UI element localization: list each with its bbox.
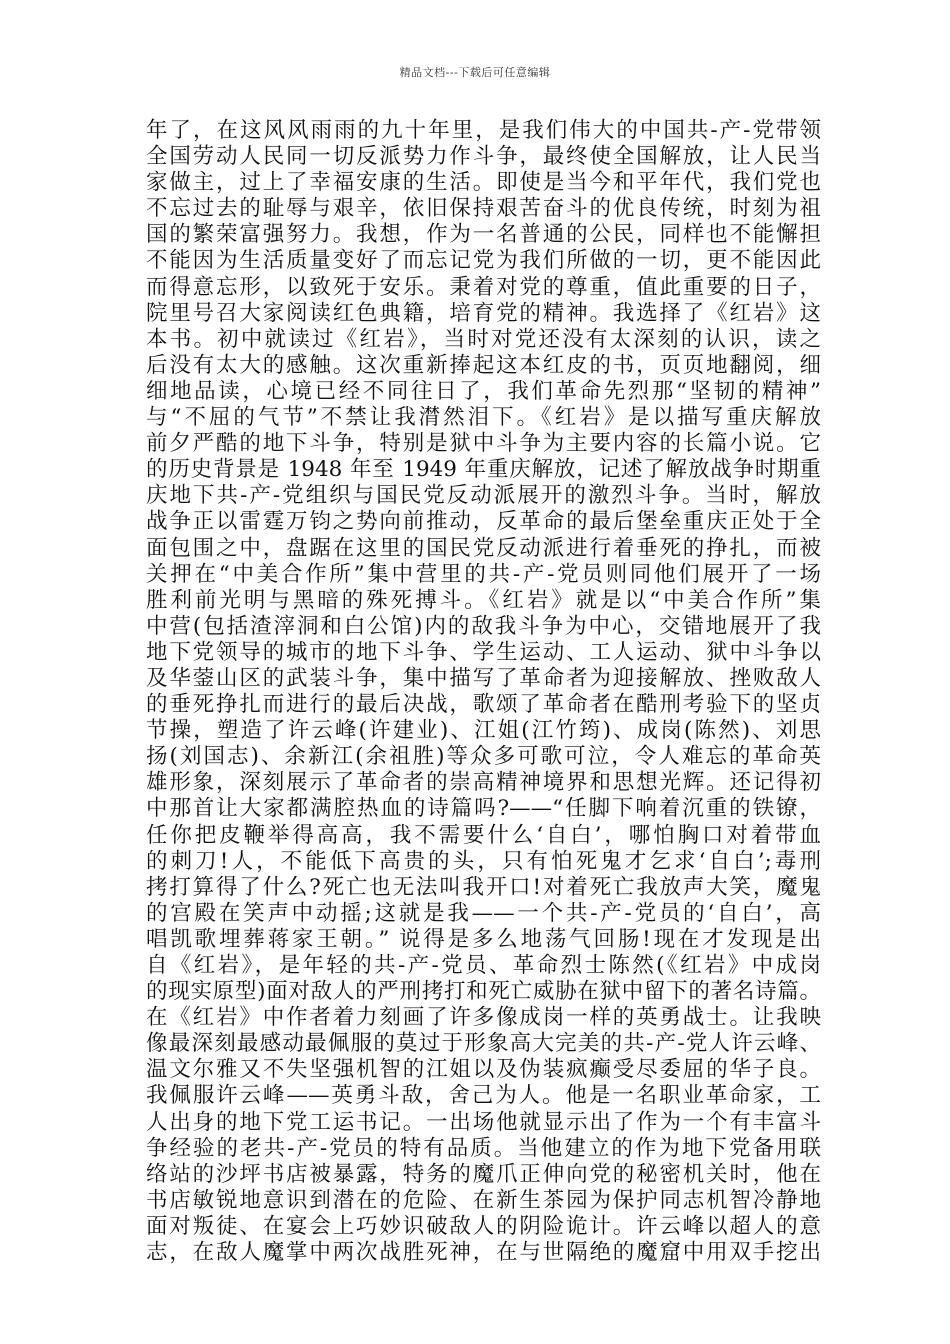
text-line: 中那首让大家都满腔热血的诗篇吗?——“任脚下响着沉重的铁镣， — [146, 796, 821, 822]
text-line: 唱凯歌埋葬蒋家王朝。” 说得是多么地荡气回肠!现在才发现是出 — [146, 926, 821, 952]
text-line: 的垂死挣扎而进行的最后决战，歌颂了革命者在酷刑考验下的坚贞 — [146, 692, 821, 718]
text-line: 全国劳动人民同一切反派势力作斗争，最终使全国解放，让人民当 — [146, 144, 821, 170]
text-line: 国的繁荣富强努力。我想，作为一名普通的公民，同样也不能懈担 — [146, 222, 821, 248]
text-line: 人出身的地下党工运书记。一出场他就显示出了作为一个有丰富斗 — [146, 1109, 821, 1135]
text-line: 战争正以雷霆万钧之势向前推动，反革命的最后堡垒重庆正处于全 — [146, 509, 821, 535]
text-line: 扬(刘国志)、余新江(余祖胜)等众多可歌可泣，令人难忘的革命英 — [146, 744, 821, 770]
text-line: 后没有太大的感触。这次重新捧起这本红皮的书，页页地翻阅，细 — [146, 352, 821, 378]
text-line: 中营(包括渣滓洞和白公馆)内的敌我斗争为中心，交错地展开了我 — [146, 613, 821, 639]
text-line: 的宫殿在笑声中动摇;这就是我——一个共-产-党员的‘自白’，高 — [146, 900, 821, 926]
text-line: 任你把皮鞭举得高高，我不需要什么‘自白’，哪怕胸口对着带血 — [146, 822, 821, 848]
text-line: 志，在敌人魔掌中两次战胜死神，在与世隔绝的魔窟中用双手挖出 — [146, 1240, 821, 1266]
text-line: 细地品读，心境已经不同往日了，我们革命先烈那“坚韧的精神” — [146, 378, 821, 404]
text-line: 前夕严酷的地下斗争，特别是狱中斗争为主要内容的长篇小说。它 — [146, 431, 821, 457]
text-line: 不忘过去的耻辱与艰辛，依旧保持艰苦奋斗的优良传统，时刻为祖 — [146, 196, 821, 222]
body-text — [146, 118, 821, 1266]
text-line: 及华蓥山区的武装斗争，集中描写了革命者为迎接解放、挫败敌人 — [146, 665, 821, 691]
text-line: 胜利前光明与黑暗的殊死搏斗。《红岩》就是以“中美合作所”集 — [146, 587, 821, 613]
text-line: 本书。初中就读过《红岩》，当时对党还没有太深刻的认识，读之 — [146, 326, 821, 352]
text-line: 不能因为生活质量变好了而忘记党为我们所做的一切，更不能因此 — [146, 248, 821, 274]
text-line: 我佩服许云峰——英勇斗敌，舍己为人。他是一名职业革命家，工 — [146, 1083, 821, 1109]
text-line: 关押在“中美合作所”集中营里的共-产-党员则同他们展开了一场 — [146, 561, 821, 587]
text-line: 在《红岩》中作者着力刻画了许多像成岗一样的英勇战士。让我映 — [146, 1005, 821, 1031]
text-line: 而得意忘形，以致死于安乐。秉着对党的尊重，值此重要的日子， — [146, 274, 821, 300]
text-line: 与“不屈的气节”不禁让我潸然泪下。《红岩》是以描写重庆解放 — [146, 405, 821, 431]
text-line: 像最深刻最感动最佩服的莫过于形象高大完美的共-产-党人许云峰、 — [146, 1031, 821, 1057]
text-line: 拷打算得了什么?死亡也无法叫我开口!对着死亡我放声大笑，魔鬼 — [146, 874, 821, 900]
text-line: 书店敏锐地意识到潜在的危险、在新生茶园为保护同志机智冷静地 — [146, 1187, 821, 1213]
text-line: 院里号召大家阅读红色典籍，培育党的精神。我选择了《红岩》这 — [146, 300, 821, 326]
text-line: 年了，在这风风雨雨的九十年里，是我们伟大的中国共-产-党带领 — [146, 118, 821, 143]
text-line: 自《红岩》，是年轻的共-产-党员、革命烈士陈然(《红岩》中成岗 — [146, 953, 821, 978]
text-line: 雄形象，深刻展示了革命者的崇高精神境界和思想光辉。还记得初 — [146, 770, 821, 796]
text-line: 面包围之中，盘踞在这里的国民党反动派进行着垂死的挣扎，而被 — [146, 535, 821, 561]
text-line: 争经验的老共-产-党员的特有品质。当他建立的作为地下党备用联 — [146, 1135, 821, 1161]
page-header: 精品文档---下载后可任意编辑 — [399, 66, 551, 79]
text-line: 络站的沙坪书店被暴露，特务的魔爪正伸向党的秘密机关时，他在 — [146, 1161, 821, 1187]
text-line: 面对叛徒、在宴会上巧妙识破敌人的阴险诡计。许云峰以超人的意 — [146, 1213, 821, 1239]
text-line: 的现实原型)面对敌人的严刑拷打和死亡威胁在狱中留下的著名诗篇。 — [146, 979, 821, 1005]
text-line: 家做主，过上了幸福安康的生活。即使是当今和平年代，我们党也 — [146, 170, 821, 196]
text-line: 的刺刀!人，不能低下高贵的头，只有怕死鬼才乞求‘自白’;毒刑 — [146, 848, 821, 874]
text-line: 庆地下共-产-党组织与国民党反动派展开的激烈斗争。当时，解放 — [146, 483, 821, 509]
text-line: 的历史背景是 1948 年至 1949 年重庆解放，记述了解放战争时期重 — [146, 457, 821, 483]
text-line: 节操，塑造了许云峰(许建业)、江姐(江竹筠)、成岗(陈然)、刘思 — [146, 718, 821, 744]
text-line: 地下党领导的城市的地下斗争、学生运动、工人运动、狱中斗争以 — [146, 639, 821, 665]
text-line: 温文尔雅又不失坚强机智的江姐以及伪装疯癫受尽委屈的华子良。 — [146, 1057, 821, 1083]
